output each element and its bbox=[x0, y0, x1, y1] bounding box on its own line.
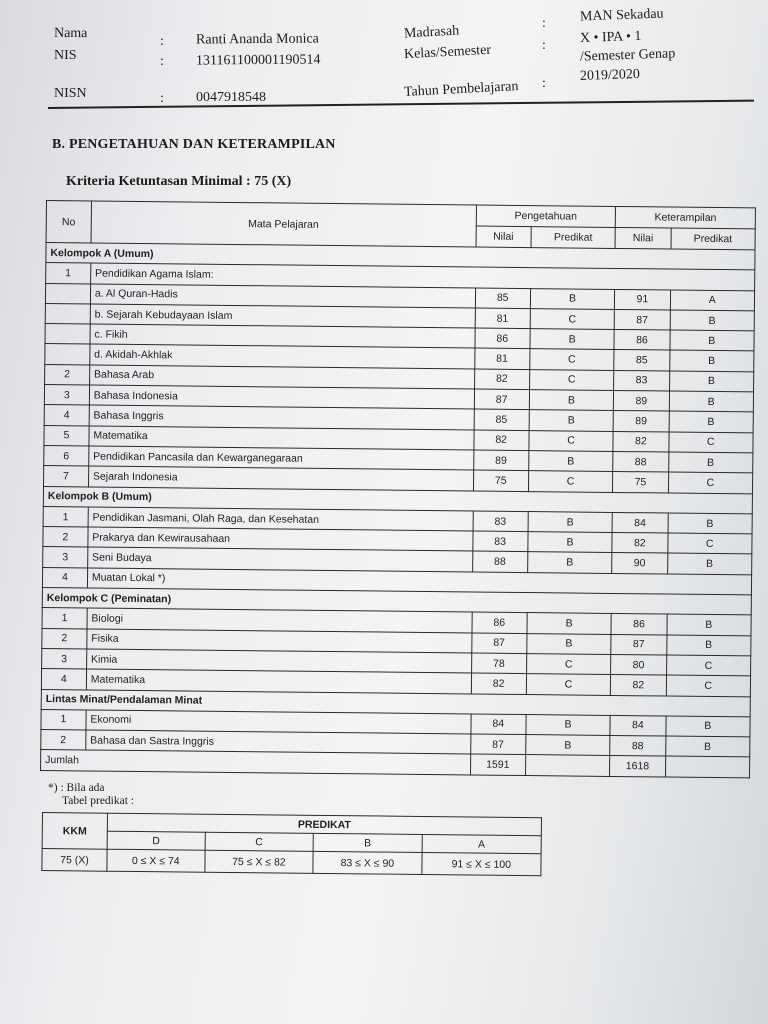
pengetahuan-nilai: 86 bbox=[472, 612, 527, 633]
row-number bbox=[45, 303, 90, 324]
pengetahuan-predikat: B bbox=[529, 451, 614, 472]
keterampilan-predikat: B bbox=[666, 614, 751, 635]
col-keterampilan: Keterampilan bbox=[616, 206, 756, 228]
pengetahuan-nilai: 75 bbox=[473, 470, 528, 491]
subject-name: Matematika bbox=[86, 669, 471, 693]
keterampilan-nilai: 80 bbox=[611, 654, 666, 675]
kkm-header: KKM bbox=[42, 813, 107, 850]
subject-name: Bahasa Indonesia bbox=[89, 385, 474, 409]
pengetahuan-predikat: B bbox=[526, 714, 611, 735]
subject-name: d. Akidah-Akhlak bbox=[90, 344, 475, 368]
row-number: 4 bbox=[42, 567, 87, 588]
keterampilan-predikat: B bbox=[668, 452, 753, 473]
row-number bbox=[45, 283, 90, 304]
pengetahuan-predikat: B bbox=[529, 410, 614, 431]
row-number: 2 bbox=[42, 628, 87, 649]
jumlah-keterampilan-blank bbox=[665, 756, 750, 777]
keterampilan-nilai: 75 bbox=[613, 472, 668, 493]
subject-name: c. Fikih bbox=[90, 324, 475, 348]
keterampilan-nilai: 84 bbox=[610, 715, 665, 736]
pengetahuan-nilai: 85 bbox=[474, 409, 529, 430]
keterampilan-predikat: B bbox=[666, 635, 751, 656]
keterampilan-predikat: B bbox=[669, 391, 754, 412]
pengetahuan-predikat: B bbox=[528, 532, 613, 553]
nisn-label: NISN bbox=[54, 86, 87, 101]
nis-colon: : bbox=[160, 54, 164, 69]
keterampilan-nilai: 84 bbox=[612, 512, 667, 533]
keterampilan-nilai: 89 bbox=[614, 391, 669, 412]
pengetahuan-nilai: 78 bbox=[471, 653, 526, 674]
range-b: 83 ≤ X ≤ 90 bbox=[313, 851, 422, 874]
row-number: 3 bbox=[42, 648, 87, 669]
note-tabel-predikat: Tabel predikat : bbox=[62, 795, 134, 807]
row-number: 5 bbox=[44, 425, 89, 446]
col-no: No bbox=[46, 201, 91, 243]
subject-name: Seni Budaya bbox=[87, 547, 472, 571]
keterampilan-nilai: 82 bbox=[613, 431, 668, 452]
subject-name: Pendidikan Jasmani, Olah Raga, dan Kesehatan bbox=[88, 507, 473, 531]
range-c: 75 ≤ X ≤ 82 bbox=[205, 850, 314, 873]
keterampilan-predikat: C bbox=[666, 675, 751, 696]
keterampilan-nilai: 91 bbox=[615, 289, 670, 310]
pengetahuan-nilai: 87 bbox=[474, 389, 529, 410]
semester-value: /Semester Genap bbox=[579, 46, 676, 65]
pengetahuan-nilai: 88 bbox=[472, 551, 527, 572]
pengetahuan-predikat: C bbox=[528, 471, 613, 492]
keterampilan-predikat: C bbox=[668, 472, 753, 493]
pengetahuan-predikat: B bbox=[530, 288, 615, 309]
subject-name: Fisika bbox=[87, 629, 472, 653]
header-divider bbox=[48, 100, 754, 109]
keterampilan-predikat: C bbox=[666, 655, 751, 676]
keterampilan-nilai: 90 bbox=[612, 553, 667, 574]
nis-label: NIS bbox=[54, 48, 77, 63]
pengetahuan-predikat: B bbox=[526, 735, 611, 756]
keterampilan-nilai: 87 bbox=[611, 634, 666, 655]
subject-name: Bahasa Arab bbox=[89, 365, 474, 389]
row-number: 1 bbox=[43, 506, 88, 527]
subject-name: Kimia bbox=[86, 649, 471, 673]
nama-colon: : bbox=[160, 34, 164, 49]
grade-b: B bbox=[313, 833, 422, 852]
grade-d: D bbox=[107, 831, 205, 850]
keterampilan-predikat: B bbox=[667, 553, 752, 574]
row-number: 1 bbox=[42, 608, 87, 629]
pengetahuan-predikat: C bbox=[526, 674, 611, 695]
pengetahuan-nilai: 82 bbox=[471, 673, 526, 694]
madrasah-label: Madrasah bbox=[403, 23, 460, 42]
subject-name: Ekonomi bbox=[86, 710, 471, 734]
row-number bbox=[45, 324, 90, 345]
jumlah-keterampilan: 1618 bbox=[610, 756, 665, 777]
row-number: 3 bbox=[43, 547, 88, 568]
pengetahuan-nilai: 81 bbox=[475, 308, 530, 329]
keterampilan-predikat: B bbox=[669, 411, 754, 432]
group-title: Kelompok A (Umum) bbox=[46, 243, 755, 271]
pengetahuan-nilai: 85 bbox=[475, 288, 530, 309]
jumlah-pengetahuan: 1591 bbox=[470, 754, 525, 775]
keterampilan-predikat: B bbox=[670, 310, 755, 331]
group-title: Kelompok B (Umum) bbox=[43, 486, 752, 514]
keterampilan-nilai: 86 bbox=[611, 614, 666, 635]
jumlah-pengetahuan-blank bbox=[525, 755, 610, 776]
group-title: Lintas Minat/Pendalaman Minat bbox=[41, 689, 750, 717]
subject-name: Bahasa dan Sastra Inggris bbox=[86, 730, 471, 754]
range-d: 0 ≤ X ≤ 74 bbox=[107, 849, 205, 872]
pengetahuan-predikat: C bbox=[529, 430, 614, 451]
range-a: 91 ≤ X ≤ 100 bbox=[422, 852, 542, 875]
col-mata-pelajaran: Mata Pelajaran bbox=[91, 201, 476, 247]
pengetahuan-predikat: B bbox=[527, 552, 612, 573]
pengetahuan-predikat: C bbox=[526, 653, 611, 674]
subject-name: Matematika bbox=[89, 426, 474, 450]
subject-name: Sejarah Indonesia bbox=[88, 466, 473, 490]
pengetahuan-predikat: B bbox=[527, 633, 612, 654]
keterampilan-predikat: C bbox=[667, 533, 752, 554]
keterampilan-nilai: 89 bbox=[613, 411, 668, 432]
tahun-value: 2019/2020 bbox=[579, 66, 641, 85]
row-number bbox=[45, 344, 90, 365]
keterampilan-predikat: B bbox=[669, 330, 754, 351]
tahun-label: Tahun Pembelajaran bbox=[403, 79, 519, 100]
keterampilan-nilai: 83 bbox=[614, 370, 669, 391]
pengetahuan-predikat: B bbox=[527, 613, 612, 634]
row-number: 4 bbox=[44, 405, 89, 426]
nisn-colon: : bbox=[160, 91, 164, 106]
row-number: 7 bbox=[44, 466, 89, 487]
row-number: 2 bbox=[43, 527, 88, 548]
grades-body bbox=[41, 243, 755, 758]
subject-name: Muatan Lokal *) bbox=[87, 568, 751, 595]
section-title: B. PENGETAHUAN DAN KETERAMPILAN bbox=[52, 137, 336, 152]
pengetahuan-predikat: C bbox=[530, 308, 615, 329]
kelas-label: Kelas/Semester bbox=[403, 42, 492, 63]
madrasah-value: MAN Sekadau bbox=[579, 6, 664, 25]
pengetahuan-predikat: C bbox=[530, 349, 615, 370]
keterampilan-nilai: 82 bbox=[612, 533, 667, 554]
subject-name: Biologi bbox=[87, 608, 472, 632]
pengetahuan-nilai: 81 bbox=[474, 348, 529, 369]
row-number: 1 bbox=[41, 709, 86, 730]
keterampilan-predikat: B bbox=[669, 371, 754, 392]
pengetahuan-predikat: B bbox=[528, 511, 613, 532]
keterampilan-nilai: 86 bbox=[614, 330, 669, 351]
subject-name: Pendidikan Agama Islam: bbox=[90, 263, 754, 290]
keterampilan-predikat: B bbox=[668, 513, 753, 534]
pengetahuan-nilai: 87 bbox=[470, 734, 525, 755]
col-pengetahuan-predikat: Predikat bbox=[531, 227, 616, 249]
keterampilan-nilai: 87 bbox=[614, 309, 669, 330]
grades-table bbox=[40, 200, 756, 778]
keterampilan-predikat: A bbox=[670, 290, 755, 311]
predikat-table bbox=[41, 812, 542, 876]
jumlah-label: Jumlah bbox=[41, 750, 471, 775]
nisn-value: 0047918548 bbox=[196, 90, 266, 105]
keterampilan-predikat: B bbox=[665, 716, 750, 737]
madrasah-colon: : bbox=[542, 16, 546, 31]
row-number: 2 bbox=[45, 364, 90, 385]
predikat-header: PREDIKAT bbox=[107, 813, 541, 836]
row-number: 4 bbox=[41, 669, 86, 690]
grade-a: A bbox=[422, 834, 542, 853]
nis-value: 131161100001190514 bbox=[195, 52, 321, 69]
keterampilan-nilai: 82 bbox=[611, 675, 666, 696]
col-keterampilan-predikat: Predikat bbox=[671, 228, 756, 250]
group-title: Kelompok C (Peminatan) bbox=[42, 588, 751, 616]
keterampilan-predikat: C bbox=[668, 432, 753, 453]
col-keterampilan-nilai: Nilai bbox=[615, 227, 670, 249]
kkm-title: Kriteria Ketuntasan Minimal : 75 (X) bbox=[66, 174, 292, 189]
pengetahuan-predikat: B bbox=[530, 329, 615, 350]
note-bila-ada: *) : Bila ada bbox=[48, 782, 105, 794]
subject-name: Prakarya dan Kewirausahaan bbox=[88, 527, 473, 551]
keterampilan-nilai: 85 bbox=[614, 350, 669, 371]
pengetahuan-nilai: 86 bbox=[475, 328, 530, 349]
pengetahuan-nilai: 83 bbox=[472, 531, 527, 552]
pengetahuan-nilai: 84 bbox=[470, 714, 525, 735]
kelas-value: X • IPA • 1 bbox=[579, 28, 642, 47]
nama-value: Ranti Ananda Monica bbox=[195, 31, 319, 48]
pengetahuan-nilai: 82 bbox=[474, 369, 529, 390]
subject-name: b. Sejarah Kebudayaan Islam bbox=[90, 304, 475, 328]
row-number: 2 bbox=[41, 730, 86, 751]
notes bbox=[48, 782, 134, 808]
keterampilan-predikat: B bbox=[665, 736, 750, 757]
row-number: 3 bbox=[44, 385, 89, 406]
row-number: 6 bbox=[44, 445, 89, 466]
kelas-colon: : bbox=[542, 38, 546, 53]
keterampilan-nilai: 88 bbox=[613, 451, 668, 472]
pengetahuan-predikat: C bbox=[529, 369, 614, 390]
grade-c: C bbox=[205, 832, 314, 851]
row-number: 1 bbox=[46, 263, 91, 284]
pengetahuan-nilai: 83 bbox=[473, 511, 528, 532]
keterampilan-predikat: B bbox=[669, 351, 754, 372]
pengetahuan-nilai: 89 bbox=[473, 450, 528, 471]
pengetahuan-nilai: 87 bbox=[471, 633, 526, 654]
subject-name: a. Al Quran-Hadis bbox=[90, 284, 475, 308]
col-pengetahuan: Pengetahuan bbox=[476, 205, 616, 227]
subject-name: Pendidikan Pancasila dan Kewarganegaraan bbox=[89, 446, 474, 470]
col-pengetahuan-nilai: Nilai bbox=[476, 226, 531, 248]
pengetahuan-predikat: B bbox=[529, 390, 614, 411]
kkm-value: 75 (X) bbox=[42, 849, 107, 872]
tahun-colon: : bbox=[542, 76, 546, 91]
keterampilan-nilai: 88 bbox=[610, 736, 665, 757]
pengetahuan-nilai: 82 bbox=[473, 430, 528, 451]
nama-label: Nama bbox=[53, 25, 88, 42]
subject-name: Bahasa Inggris bbox=[89, 405, 474, 429]
